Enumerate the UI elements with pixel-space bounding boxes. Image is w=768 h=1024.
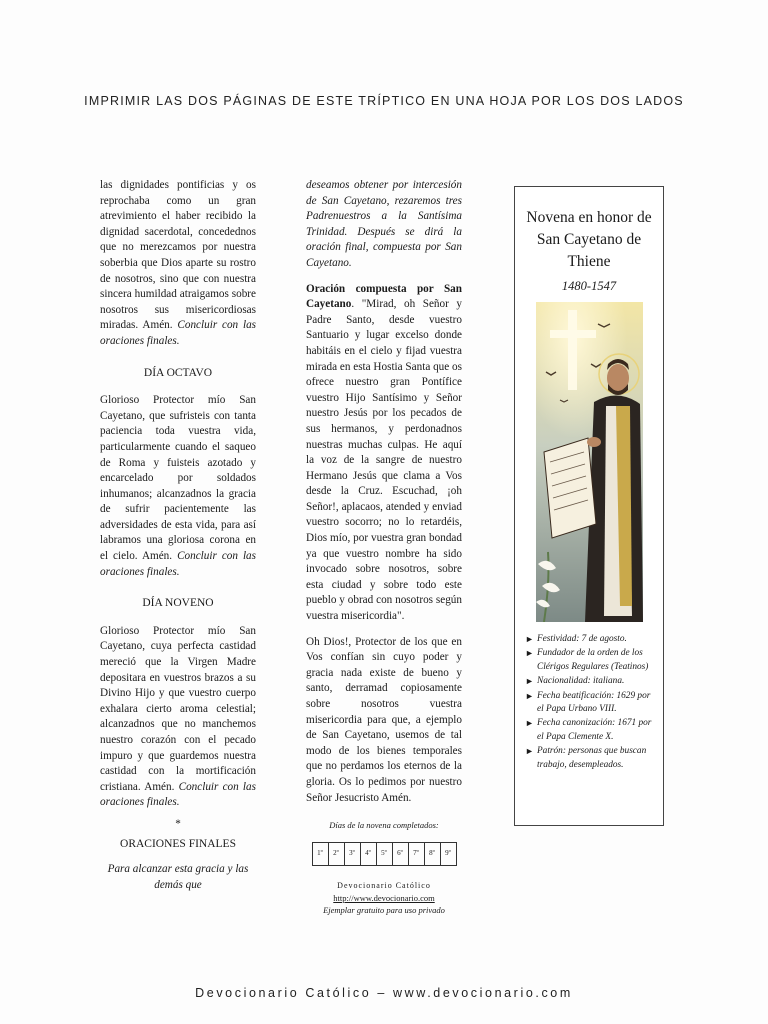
credit-note: Ejemplar gratuito para uso privado — [323, 904, 445, 915]
fact-item — [525, 717, 659, 744]
final-prayers-text — [100, 862, 256, 893]
fact-text: Patrón: personas que buscan trabajo, desempleados. — [537, 746, 647, 770]
fact-text: Fecha beatificación: 1629 por el Papa Urbano VIII. — [537, 690, 651, 715]
fact-item — [525, 647, 659, 674]
day-box: 2º — [328, 842, 344, 865]
final-prayers-italic: Para alcanzar esta gracia y las demás que — [107, 863, 249, 891]
day9-paragraph — [100, 624, 256, 811]
print-instruction-header: IMPRIMIR LAS DOS PÁGINAS DE ESTE TRÍPTICO EN UNA HOJA POR LOS DOS LADOS — [84, 94, 684, 108]
day8-paragraph — [100, 393, 256, 580]
prayer-title: Oración compuesta por San Cayetano — [306, 282, 462, 311]
day-box: 4º — [360, 842, 376, 865]
fact-text: Fecha canonización: 1671 por el Papa Clemente X. — [537, 718, 652, 742]
final-prayers-heading: ORACIONES FINALES — [120, 837, 236, 850]
credit-title: Devocionario Católico — [337, 880, 431, 890]
day8-heading: DÍA OCTAVO — [143, 366, 213, 379]
cover-title: Novena en honor de San Cayetano de Thiene — [526, 209, 652, 270]
day-box: 5º — [376, 842, 392, 865]
day-box: 3º — [344, 842, 360, 865]
closing-prayer: Oh Dios!, Protector de los que en Vos confían sin cuyo poder y gracia nada existe de bueno y santo, derramad copiosamente sobre nosotros vuestra misericordia para que, a ejemplo de San Cayetano, usemos de tal modo de los bienes temporales que no perdamos los eternos de la gloria. Os lo pedimos por nuestro Señor Jesucristo Amén. — [306, 635, 462, 804]
fact-text: Fundador de la orden de los Clérigos Regulares (Teatinos) — [537, 648, 649, 672]
devocionario-credit — [306, 880, 462, 916]
middle-column — [306, 178, 462, 916]
cover-years: 1480-1547 — [561, 279, 617, 293]
arrow-bullet-icon: ► — [525, 690, 534, 701]
prayer-paragraph — [306, 282, 462, 625]
days-caption: Días de la novena completados: — [329, 820, 439, 831]
fact-text: Festividad: 7 de agosto. — [537, 634, 627, 644]
fact-item — [525, 690, 659, 717]
fact-item — [525, 745, 659, 772]
intro-paragraph — [100, 178, 256, 350]
intro-ending: Concluir con las oraciones finales. — [100, 319, 257, 347]
day9-heading: DÍA NOVENO — [142, 597, 214, 610]
saint-facts-list — [525, 633, 659, 773]
saint-cayetano-image — [536, 302, 643, 622]
separator-star: * — [175, 817, 181, 830]
fact-text: Nacionalidad: italiana. — [537, 676, 625, 687]
cover-panel — [514, 186, 664, 826]
day9-text: Glorioso Protector mío San Cayetano, cuya perfecta castidad mereció que la Virgen Madre depositara en vuestros brazos a su Divino Hijo y que vuestro cuerpo exhalara cierto aroma celestial; alcanzadnos que no manchemos nuestro corazón con el pecado impuro y que guardemos nuestra castidad con la mortificación cristiana. Amén. — [100, 624, 256, 793]
day-box: 1º — [312, 842, 328, 865]
page-footer: Devocionario Católico – www.devocionario.com — [195, 986, 573, 1000]
day-box: 9º — [440, 842, 456, 865]
credit-url[interactable]: http://www.devocionario.com — [333, 892, 435, 903]
prayer-text: . "Mirad, oh Señor y Padre Santo, desde vuestro Santuario y lugar excelso donde habitáis en el cielo y fijad vuestra mirada en esta Hostia Santa que os ofrece nuestro gran Pontífice vuestro Hijo Santísimo y Señor nuestro Jesús por los pecados de sus hermanos, y perdonadnos nuestras muchas culpas. He aquí la voz de la sangre de nuestro Hermano Jesús que clama a Vos desde la Cruz. Escuchad, ¡oh Señor!, aplacaos, atended y enviad vuestro socorro; no lo retardéis, Dios mío, por vuestra gran bondad ya que vuestro nombre ha sido invocado sobre nosotros, sobre esta ciudad y sobre todo este pueblo y obrad con nosotros según vuestra misericordia". — [306, 298, 462, 623]
continuation-paragraph — [306, 178, 462, 272]
intro-text: las dignidades pontificias y os reprochaba como un gran atrevimiento el haber recibido la dignidad sacerdotal, concedednos que no merezcamos por nuestra soberbia que Dios aparte su rostro de nosotros, sino que con nuestra sincera humildad atraigamos sobre nosotros sus misericordiosas miradas. Amén. — [100, 179, 256, 332]
fact-item — [525, 675, 659, 688]
day-box: 8º — [424, 842, 440, 865]
day-box: 7º — [408, 842, 424, 865]
arrow-bullet-icon: ► — [525, 634, 534, 644]
arrow-bullet-icon: ► — [525, 648, 534, 659]
arrow-bullet-icon: ► — [525, 676, 534, 687]
fact-item — [525, 633, 659, 646]
day8-ending: Concluir con las oraciones finales. — [100, 550, 256, 578]
continuation-text: deseamos obtener por intercesión de San Cayetano, rezaremos tres Padrenuestros a la Santísima Trinidad. Después se dirá la oración final, compuesta por San Cayetano. — [306, 179, 462, 269]
arrow-bullet-icon: ► — [525, 718, 534, 729]
day8-text: Glorioso Protector mío San Cayetano, que sufristeis con tanta paciencia toda vuestra vida, particularmente cuando el saqueo de Roma y fuisteis azotado y encarcelado por soldados inhumanos; alcanzadnos la gracia de sufrir pacientemente las adversidades de esta vida, para así labramos una gloriosa corona en el cielo. Amén. — [100, 394, 256, 563]
left-column — [100, 178, 256, 893]
arrow-bullet-icon: ► — [525, 746, 534, 757]
day9-ending: Concluir con las oraciones finales. — [100, 780, 256, 809]
day-box: 6º — [392, 842, 408, 865]
days-checklist — [312, 842, 457, 866]
